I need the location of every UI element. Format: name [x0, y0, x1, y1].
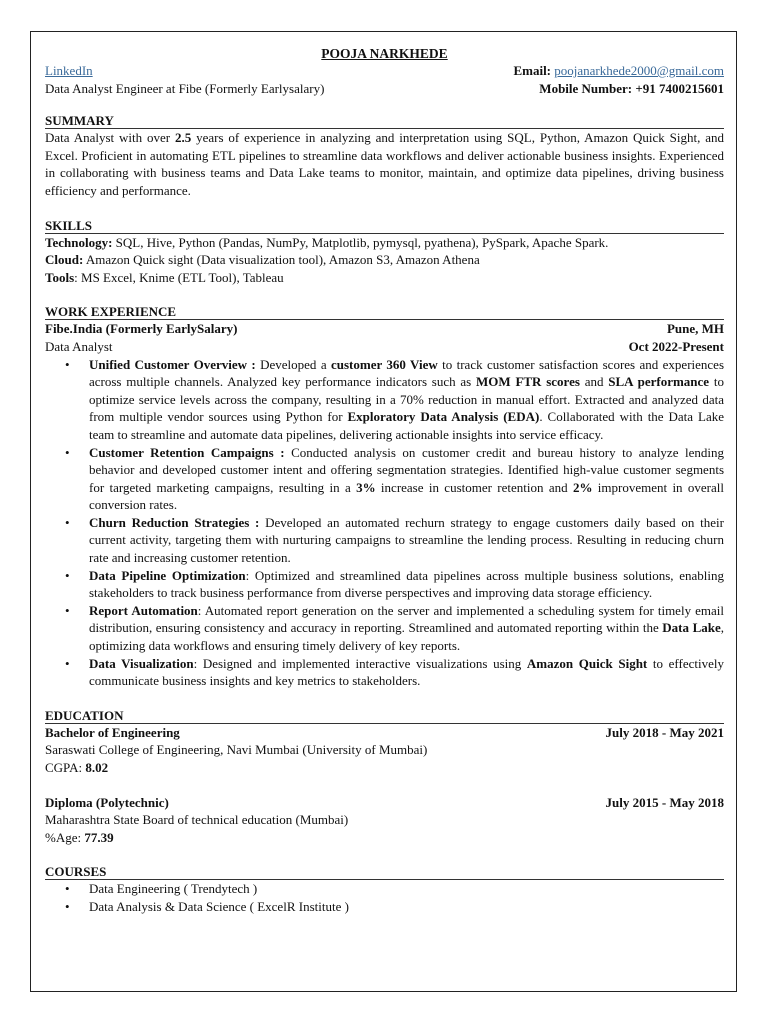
score-value: 77.39: [84, 829, 114, 845]
bullet-emph: Exploratory Data Analysis (EDA): [347, 409, 540, 425]
summary-part: Data Analyst with over: [45, 130, 175, 146]
bullet-emph: Amazon Quick Sight: [526, 655, 648, 671]
bullet-text: . Collaborated with the Data Lake team to streamline and automate data pipelines, delivering actionable insights into service efficacy.: [89, 409, 724, 442]
company-name: Fibe.India (Formerly EarlySalary): [45, 321, 238, 337]
bullet-text: and: [579, 374, 609, 390]
summary-text: [45, 129, 724, 199]
bullet-text: , optimizing data workflows and ensuring timely delivery of key reports.: [89, 620, 724, 654]
bullet-title: Data Visualization: [89, 655, 194, 671]
work-bullet: [89, 567, 724, 602]
work-bullets: [45, 356, 724, 690]
resume-page: [30, 31, 737, 992]
bullet-emph: 3%: [356, 479, 376, 495]
header-row-2: [45, 80, 724, 98]
bullet-title: Report Automation: [89, 602, 198, 618]
school-name: Saraswati College of Engineering, Navi Mumbai (University of Mumbai): [45, 742, 428, 758]
courses-heading: COURSES: [45, 864, 724, 880]
skills-value: : MS Excel, Knime (ETL Tool), Tableau: [74, 269, 284, 285]
skills-value: SQL, Hive, Python (Pandas, NumPy, Matplotlib, pymysql, pyathena), PySpark, Apache Spark.: [112, 234, 609, 250]
email-line: [513, 62, 724, 80]
work-bullet: [89, 602, 724, 655]
bullet-text: to track customer satisfaction scores and experiences across multiple channels. Analyzed key performance indicators such as: [89, 356, 725, 390]
bullet-title: Data Pipeline Optimization: [89, 567, 246, 583]
bullet-emph: Data Lake: [662, 620, 721, 636]
course-item: • Data Analysis & Data Science ( ExcelR Institute ): [89, 898, 724, 916]
courses-list: [45, 880, 724, 915]
degree-name: Diploma (Polytechnic): [45, 794, 169, 810]
email-label: Email:: [513, 63, 552, 78]
education-heading: EDUCATION: [45, 708, 724, 724]
skills-label: Technology:: [45, 234, 113, 250]
work-bullet: [89, 655, 724, 690]
work-company-row: [45, 320, 724, 338]
bullet-text: : Optimized and streamlined data pipelines across multiple business solutions, enabling stakeholders to track business performance from diverse perspectives and improving data storage efficiency.: [89, 567, 724, 601]
summary-years: 2.5: [174, 130, 192, 146]
skills-tools: [45, 269, 724, 287]
bullet-emph: SLA performance: [608, 374, 710, 390]
bullet-title: Churn Reduction Strategies :: [89, 514, 260, 530]
bullet-title: Unified Customer Overview :: [89, 356, 256, 372]
header-row-1: [45, 62, 724, 80]
bullet-emph: MOM FTR scores: [476, 374, 580, 390]
candidate-name: POOJA NARKHEDE: [321, 46, 448, 61]
summary-heading: SUMMARY: [45, 113, 724, 129]
degree-dates: July 2018 - May 2021: [605, 724, 724, 740]
score-value: 8.02: [85, 760, 109, 775]
bullet-text: Developed a: [255, 356, 331, 372]
summary-part: years of experience in analyzing and interpretation using SQL, Python, Amazon Quick Sight, and Excel. Proficient in automating ETL pipelines to streamline data workflows and deliver actionable business insights. Experienced in collaborating with business teams and Data Lake teams to monitor, maintain, and optimize data pipelines, driving business efficiency and performance.: [45, 130, 724, 198]
mobile-number: Mobile Number: +91 7400215601: [539, 80, 724, 96]
job-role: Data Analyst: [45, 338, 113, 354]
resume-content: [45, 45, 724, 916]
edu-row-1: [45, 724, 724, 742]
bullet-text: : Automated report generation on the server and implemented a scheduling system for timely email distribution, ensuring consistency and accuracy in reporting. Streamlined and automated reporting within the: [89, 602, 725, 636]
work-bullet: [89, 444, 724, 514]
skills-value: Amazon Quick sight (Data visualization tool), Amazon S3, Amazon Athena: [83, 252, 480, 268]
score-label: %Age:: [45, 829, 85, 845]
work-role-row: [45, 338, 724, 356]
degree-name: Bachelor of Engineering: [45, 724, 180, 740]
work-heading: WORK EXPERIENCE: [45, 304, 724, 320]
bullet-emph: 2%: [572, 479, 593, 495]
current-title: Data Analyst Engineer at Fibe (Formerly Earlysalary): [45, 80, 325, 96]
bullet-text: increase in customer retention and: [375, 479, 573, 495]
course-item: • Data Engineering ( Trendytech ): [89, 880, 724, 898]
linkedin-link[interactable]: LinkedIn: [45, 63, 93, 78]
bullet-text: to optimize service levels across the company, resulting in a 70% reduction in manual effort. Extracted and analyzed data from multiple vendor sources using Python for: [89, 374, 724, 425]
skills-heading: SKILLS: [45, 218, 724, 234]
bullet-text: Conducted analysis on customer credit and bureau history to analyze lending behavior and developed customer intent and offering segmentation strategies. Identified high-value customer segments for targeted marketing campaigns, resulting in a: [89, 444, 724, 495]
bullet-title: Customer Retention Campaigns :: [89, 444, 285, 460]
job-dates: Oct 2022-Present: [628, 338, 724, 354]
bullet-emph: customer 360 View: [330, 356, 438, 372]
work-bullet: [89, 514, 724, 567]
degree-score: [45, 829, 724, 847]
edu-row-2: [45, 794, 724, 812]
bullet-text: improvement in overall conversion rates.: [89, 479, 724, 513]
degree-score: [45, 759, 724, 777]
bullet-text: Developed an automated rechurn strategy to engage customers daily based on their current activity, targeting them with nurturing campaigns to streamline the lending process. Resulting in reducing churn rate and increasing customer retention.: [89, 514, 724, 566]
degree-dates: July 2015 - May 2018: [605, 794, 724, 810]
school-name: Maharashtra State Board of technical education (Mumbai): [45, 812, 349, 828]
skills-technology: [45, 234, 724, 252]
work-bullet: [89, 356, 724, 444]
skills-cloud: [45, 251, 724, 269]
skills-label: Cloud:: [45, 252, 84, 268]
bullet-text: to effectively communicate business insights and key metrics to stakeholders.: [89, 655, 724, 689]
company-location: Pune, MH: [666, 321, 724, 337]
bullet-text: : Designed and implemented interactive visualizations using: [193, 655, 527, 671]
score-label: CGPA:: [45, 760, 86, 775]
email-link[interactable]: poojanarkhede2000@gmail.com: [554, 63, 724, 78]
skills-label: Tools: [45, 269, 75, 285]
